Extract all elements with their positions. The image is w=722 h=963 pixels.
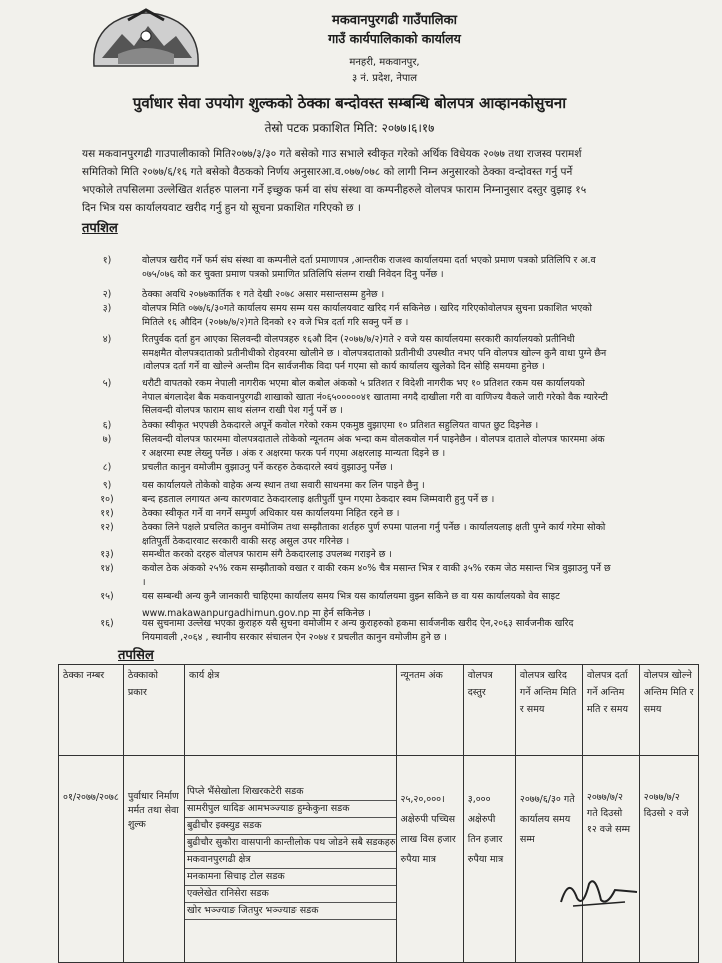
cell-min-amount: २५,२०,०००। अक्षेरुपी पच्चिस लाख विस हजार रुपैया मात्र (396, 756, 463, 963)
condition-line: ०७५/०७६ को कर चुक्ता प्रमाण पत्रको प्रमाणित प्रतिलिपि संलग्न राखी निवेदन दिनु पर्नेछ । (142, 268, 444, 280)
header-registration-deadline: वोलपत्र दर्ता गर्ने अन्तिम मति र समय (582, 665, 639, 756)
condition-line: र अक्षरमा स्पष्ट लेख्नु पर्नेछ । अंक र अक्षरमा फरक पर्न गएमा अक्षरलाइ मान्यता दिइने छ । (142, 447, 446, 459)
work-area-item: खोर भञ्ज्याङ जितपुर भञ्ज्याङ सडक (185, 903, 396, 920)
condition-text (142, 433, 702, 460)
office-address-line1: मनहरी, मकवानपुर, (349, 57, 420, 68)
office-address-line2: ३ नं. प्रदेश, नेपाल (351, 73, 418, 84)
condition-line: कवोल ठेक अंकको २५% रकम सम्झौताको वखत र वाकी रकम ४०% चैत्र मसान्त भित्र र वाकी ३५% रकम जेठ मसान्त भित्र वुझाउनु पर्ने छ (142, 563, 611, 574)
cell-work-areas (185, 756, 397, 963)
work-area-item: सामरीपुल धादिङ आमभञ्ज्याङ हुम्केकुना सडक (185, 801, 396, 818)
condition-text (142, 333, 702, 374)
intro-line: समितिको मिति २०७७/६/१६ गते बसेको वैठकको निर्णय अनुसारआ.व.०७७/०७८ को लागी निम्न अनुसारको ठेक्का वन्दोवस्त गर्नु पर्ने (82, 166, 573, 178)
condition-text (142, 254, 702, 281)
work-area-item: एक्लेखेत रानिसेरा सडक (185, 886, 396, 903)
handwritten-signature (555, 872, 645, 910)
condition-number: ४) (102, 334, 112, 345)
condition-line: यस कार्यालयले तोकेको वाहेक अन्य स्थान तथा सवारी साधनमा कर लिन पाइने छैनु । (142, 480, 425, 491)
intro-line: यस मकवानपुरगढी गाउपालीकाको मिति२०७७/३/३० गते बसेको गाउ सभाले स्वीकृत गरेको अर्थिक विधेयक २०७७ तथा राजस्व परामर्श (82, 148, 582, 160)
condition-text (142, 288, 702, 302)
condition-number: ३) (102, 303, 112, 314)
condition-number: ६) (102, 420, 112, 431)
condition-number: ७) (102, 434, 112, 445)
header-purchase-deadline: वोलपत्र खरिद गर्ने अन्तिम मिति र समय (515, 665, 582, 756)
condition-line: यस सुचनामा उल्लेख भएका कुराहरु यसै सुचना वमोजीम र अन्य कुराहरुको हकमा सार्वजनीक खरीद ऐन,२०६३ सार्वजनीक खरिद (142, 618, 574, 629)
condition-number: १५) (100, 591, 114, 602)
condition-line: । (142, 576, 146, 588)
condition-number: ५) (102, 378, 112, 389)
intro-line: भएकोले तपसिलमा उल्लेखित शर्तहरु पालना गर्ने इच्छुक फर्म वा संघ संस्था वा कम्पनीहरुले वोलपत्र फाराम निम्नानुसार दस्तुर वुझाइ १५ (82, 184, 587, 196)
header-contract-type: ठेक्काको प्रकार (123, 665, 184, 756)
condition-text (142, 493, 702, 507)
intro-line: दिन भित्र यस कार्यालयवाट खरीद गर्नु हुन यो सूचना प्रकाशित गरिएको छ । (82, 202, 361, 214)
condition-number: १३) (100, 549, 114, 560)
condition-number: ११) (100, 508, 114, 519)
condition-text (142, 419, 702, 433)
condition-line: वोलपत्र मिति ०७७/६/३०गते कार्यालय समय सम्म यस कार्यालयवाट खरिद गर्न सकिनेछ । खरिद गरिएकोवोलपत्र सुचना प्रकाशित भएको (142, 303, 592, 314)
condition-line: रितपुर्वक दर्ता हुन आएका सिलवन्दी वोलपत्रहरु १६औ दिन (२०७७/७/२)गते २ वजे यस कार्यालयमा सरकारी कार्यालयको प्रतीनिधी (142, 334, 575, 345)
contract-table (58, 664, 699, 963)
condition-text (142, 521, 702, 548)
notice-subtitle: तेस्रो पटक प्रकाशित मिति: २०७७।६।१७ (264, 121, 435, 135)
condition-text (142, 507, 702, 521)
header-fee: वोलपत्र दस्तुर (463, 665, 515, 756)
condition-text (142, 562, 702, 589)
condition-line: सिलवन्दी वोलपत्र फारममा वोलपत्रदाताले तोकेको न्यूनतम अंक भन्दा कम वोलकवोल गर्न पाइनेछैन । वोलपत्र दाताले वोलपत्र फारममा अंक (142, 434, 605, 445)
work-area-item: पिप्ले भैंसेखोला शिखरकटेरी सडक (185, 784, 396, 801)
cell-registration-deadline: २०७७/७/२ गते दिउसो १२ वजे सम्म (582, 756, 639, 963)
condition-number: ९) (102, 480, 112, 491)
condition-line: क्षतिपुर्ती ठेकदारवाट सरकारी वाकी सरह असुल उपर गरिनेछ । (142, 535, 350, 547)
condition-number: १४) (100, 563, 114, 574)
work-area-item: बुढीचौर सुकौरा वासपानी कान्तीलोक पथ जोडने सबै सडकहरु (185, 835, 396, 852)
condition-text (142, 479, 702, 493)
condition-line: नेपाल बंगलादेश बैक मकवानपुरगढी शाखाको खाता नं०६५०००००४१ खातामा नगदै दाखीला गरी वा वाणिज्य वैकले जारी गरेको वैक ग्यारेन्टी (142, 391, 608, 403)
section-heading: तपशिल (82, 221, 118, 236)
cell-fee: ३,००० अक्षेरुपी तिन हजार रुपैया मात्र (463, 756, 515, 963)
condition-number: १०) (100, 494, 114, 505)
condition-line: सिलवन्दी वोलपत्र फाराम साथ संलग्न राखी पेश गर्नु पर्ने छ । (142, 405, 343, 416)
condition-line: समन्धीत करको दरहरु वोलपत्र फाराम संगै ठेकदारलाइ उपलब्ध गराइने छ । (142, 549, 392, 560)
condition-line: ठेक्का स्वीकृत गर्ने वा नगर्ने सम्पुर्ण अधिकार यस कार्यालयमा निहित रहने छ । (142, 508, 400, 519)
condition-text (142, 590, 702, 604)
notice-title: पुर्वाधार सेवा उपयोग शुल्कको ठेक्का बन्दोवस्त सम्बन्धि बोलपत्र आव्हानकोसुचना (132, 94, 567, 112)
condition-text (142, 302, 702, 329)
condition-line: वोलपत्र खरीद गर्ने फर्म संघ संस्था वा कम्पनीले दर्ता प्रमाणापत्र ,आन्तरीक राजश्व कार्यालयमा दर्ता भएको प्रमाण पत्रको प्रतिलिपि र अ.व (142, 255, 596, 266)
condition-line: यस सम्बन्धी अन्य कुनै जानकारी चाहिएमा कार्यालय समय भित्र यस कार्यालयमा वुझ्न सकिने छ वा यस कार्यालयको वेव साइट (142, 591, 560, 602)
work-area-item: मकवानपुरगढी क्षेत्र (185, 852, 396, 869)
condition-number: १२) (100, 522, 114, 533)
cell-opening-date: २०७७/७/२ दिउसो २ वजे (639, 756, 698, 963)
condition-line: नियमावली ,२०६४ , स्थानीय सरकार संचालन ऐन २०७४ र प्रचलीत कानुन वमोजीम हुने छ । (142, 631, 447, 643)
cell-purchase-deadline: २०७७/६/३० गते कार्यालय समय सम्म (515, 756, 582, 963)
office-name: मकवानपुरगढी गाउँपालिका (332, 13, 457, 28)
cell-contract-number: ०१/२०७७/२०७८ (59, 756, 124, 963)
condition-line: ठेक्का लिने पक्षले प्रचलित कानुन वमोजिम तथा सम्झौताका शर्तहरु पुर्ण रुपमा पालना गर्नु पर्नेछ । कार्यालयलाइ क्षती पुग्ने कार्य गरेमा सोको (142, 522, 606, 533)
condition-line: बन्द हडताल लगायत अन्य कारणवाट ठेकदारलाइ क्षतीपुर्ती पुग्न गएमा ठेकदार स्वम जिम्मवारी हुनु पर्ने छ । (142, 494, 495, 505)
condition-number: १) (102, 255, 112, 266)
condition-line: ठेक्का अवधि २०७७कार्तिक १ गते देखी २०७८ असार मसान्तसम्म हुनेछ । (142, 289, 385, 300)
condition-text (142, 548, 702, 562)
condition-line: ।वोलपत्र दर्ता गर्ने वा खोल्ने अन्तीम दिन सार्वजनीक विदा पर्न गएमा सो कार्य कार्यालय खुलेको दिन सोहि समयमा हुनेछ । (142, 361, 545, 372)
condition-line: धरौटी वापतको रकम नेपाली नागरीक भएमा बोल कबोल अंकको ५ प्रतिशत र विदेशी नागरीक भए १० प्रतिशत रकम यस कार्यालयको (142, 378, 585, 389)
work-area-item: बुढीचौर इक्स्युड सडक (185, 818, 396, 835)
header-work-area: कार्य क्षेत्र (185, 665, 397, 756)
condition-line: ठेक्का स्वीकृत भएपछी ठेकदारले अपूर्ने कवोल गरेको रकम एकमुष्ठ वुझाएमा १० प्रतिशत सहुलियत वापत छुट दिइनेछ । (142, 420, 539, 431)
condition-number: २) (102, 289, 112, 300)
cell-contract-type: पुर्वाधार निर्माण मर्मत तथा सेवा शुल्क (123, 756, 184, 963)
work-area-item: मनकामना सिचाइ टोल सडक (185, 869, 396, 886)
condition-text (142, 617, 702, 644)
condition-line: मितिले १६ औदिन (२०७७/७/२)गते दिनको १२ वजे भित्र दर्ता गरि सक्नु पर्ने छ । (142, 316, 409, 328)
condition-number: १६) (100, 618, 114, 629)
condition-line: समक्षमैत वोलपत्रदाताको प्रतीनीधीको रोहवरमा खोलीने छ । वोलपत्रदाताको प्रतीनीधी उपस्थीत नभए पनि वोलपत्र खोल्न कुनै वाधा पुग्ने छैन (142, 347, 607, 359)
condition-number: ८) (102, 462, 112, 473)
table-row (59, 756, 699, 963)
condition-text (142, 461, 702, 475)
header-contract-number: ठेक्का नम्बर (59, 665, 124, 756)
table-header-row (59, 665, 699, 756)
condition-text (142, 377, 702, 418)
header-opening-date: वोलपत्र खोल्ने अन्तिम मिति र समय (639, 665, 698, 756)
website-line: www.makawanpurgadhimun.gov.np मा हेर्न सकिनेछ । (142, 608, 371, 619)
office-subtitle: गाउँ कार्यपालिकाको कार्यालय (328, 31, 461, 46)
table-heading: तपसिल (118, 648, 154, 663)
header-min-amount: न्यूनतम अंक (396, 665, 463, 756)
condition-line: प्रचलीत कानुन वमोजीम वुझाउनु पर्ने करहरु ठेकदारले स्वयं वुझाउनु पर्नेछ । (142, 462, 393, 473)
